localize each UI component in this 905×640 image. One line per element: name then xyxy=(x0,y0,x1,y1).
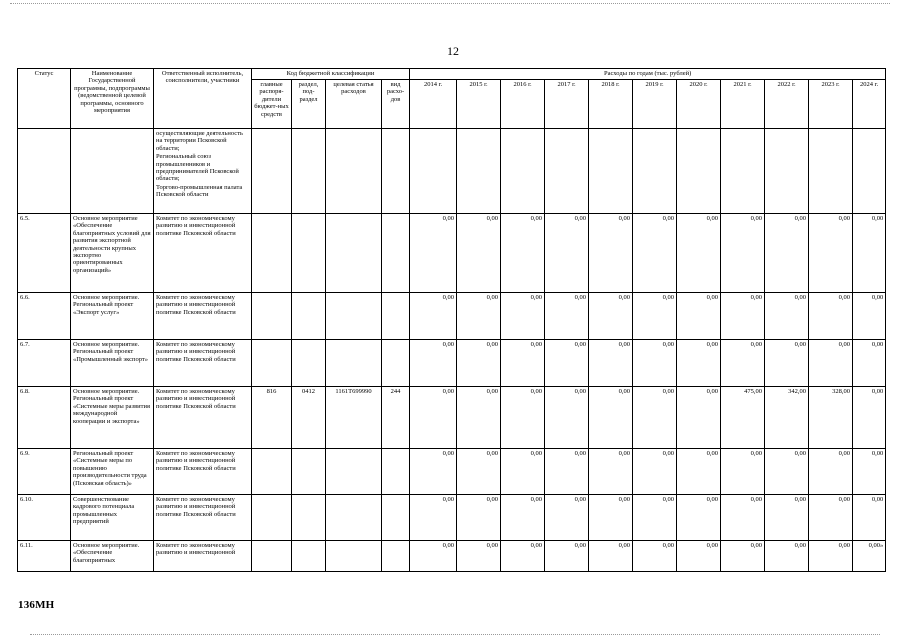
value-cell: 0,00 xyxy=(633,387,677,449)
grbs-cell xyxy=(252,293,292,340)
value-cell: 0,00 xyxy=(545,449,589,495)
value-cell: 0,00 xyxy=(677,340,721,387)
value-cell: 0,00 xyxy=(853,387,886,449)
executor-cell: Комитет по экономическому развитию и инвестиционной политике Псковской области xyxy=(154,293,252,340)
expense-type-cell xyxy=(382,495,410,541)
value-cell xyxy=(589,129,633,214)
status-cell: 6.8. xyxy=(18,387,71,449)
header-year: 2016 г. xyxy=(501,80,545,129)
value-cell: 0,00 xyxy=(765,541,809,572)
target-cell xyxy=(326,541,382,572)
value-cell: 0,00 xyxy=(721,541,765,572)
value-cell: 0,00 xyxy=(765,340,809,387)
grbs-cell xyxy=(252,495,292,541)
value-cell: 0,00 xyxy=(501,214,545,293)
expense-type-cell xyxy=(382,340,410,387)
grbs-cell xyxy=(252,129,292,214)
scan-edge-bottom xyxy=(30,634,880,636)
executor-cell: Комитет по экономическому развитию и инвестиционной политике Псковской области xyxy=(154,495,252,541)
section-cell xyxy=(292,541,326,572)
value-cell: 0,00 xyxy=(809,495,853,541)
value-cell: 0,00 xyxy=(410,449,457,495)
expense-type-cell xyxy=(382,214,410,293)
table-row xyxy=(18,340,886,387)
table-row xyxy=(18,541,886,572)
name-cell: Региональный проект «Системные меры по повышению производительности труда (Псковская область)» xyxy=(71,449,154,495)
name-cell: Основное мероприятие. Региональный проект «Системные меры развития международной кооперации и экспорта» xyxy=(71,387,154,449)
value-cell: 0,00 xyxy=(589,387,633,449)
value-cell: 0,00 xyxy=(721,495,765,541)
value-cell: 0,00 xyxy=(457,214,501,293)
executor-cell: Комитет по экономическому развитию и инвестиционной политике Псковской области xyxy=(154,387,252,449)
value-cell: 0,00 xyxy=(501,340,545,387)
value-cell xyxy=(457,129,501,214)
status-cell: 6.11. xyxy=(18,541,71,572)
value-cell xyxy=(677,129,721,214)
executor-cell xyxy=(154,129,252,214)
continuation-row xyxy=(18,129,886,214)
table-row xyxy=(18,495,886,541)
value-cell: 0,00 xyxy=(809,541,853,572)
value-cell: 0,00 xyxy=(501,541,545,572)
value-cell: 0,00 xyxy=(545,214,589,293)
value-cell: 0,00 xyxy=(677,495,721,541)
name-cell: Основное мероприятие. «Обеспечение благоприятных xyxy=(71,541,154,572)
grbs-cell xyxy=(252,449,292,495)
value-cell: 0,00 xyxy=(721,293,765,340)
value-cell: 0,00 xyxy=(853,495,886,541)
executor-cell: Комитет по экономическому развитию и инвестиционной политике Псковской области xyxy=(154,214,252,293)
value-cell: 0,00» xyxy=(853,541,886,572)
status-cell: 6.7. xyxy=(18,340,71,387)
value-cell: 0,00 xyxy=(410,495,457,541)
executor-part: осуществляющие деятельность на территории Псковской области; xyxy=(156,130,244,152)
expense-type-cell xyxy=(382,129,410,214)
section-cell: 0412 xyxy=(292,387,326,449)
value-cell xyxy=(501,129,545,214)
name-cell: Основное мероприятие. Региональный проект «Экспорт услуг» xyxy=(71,293,154,340)
executor-cell: Комитет по экономическому развитию и инвестиционной xyxy=(154,541,252,572)
table-row xyxy=(18,293,886,340)
header-expense-type: вид расхо-дов xyxy=(382,80,410,129)
value-cell: 0,00 xyxy=(501,449,545,495)
value-cell: 0,00 xyxy=(410,387,457,449)
expense-type-cell xyxy=(382,541,410,572)
value-cell: 0,00 xyxy=(545,387,589,449)
header-budget-code: Код бюджетной классификации xyxy=(252,69,410,80)
value-cell: 0,00 xyxy=(633,449,677,495)
value-cell: 0,00 xyxy=(721,214,765,293)
name-cell xyxy=(71,129,154,214)
value-cell: 0,00 xyxy=(809,214,853,293)
value-cell: 328,00 xyxy=(809,387,853,449)
scan-edge-top xyxy=(10,3,890,5)
value-cell: 0,00 xyxy=(765,495,809,541)
section-cell xyxy=(292,495,326,541)
grbs-cell xyxy=(252,541,292,572)
expense-type-cell xyxy=(382,293,410,340)
value-cell: 0,00 xyxy=(809,340,853,387)
value-cell: 0,00 xyxy=(589,340,633,387)
value-cell xyxy=(633,129,677,214)
value-cell: 0,00 xyxy=(633,495,677,541)
status-cell: 6.10. xyxy=(18,495,71,541)
expense-type-cell: 244 xyxy=(382,387,410,449)
value-cell: 342,00 xyxy=(765,387,809,449)
expense-type-cell xyxy=(382,449,410,495)
value-cell: 0,00 xyxy=(633,340,677,387)
target-cell xyxy=(326,293,382,340)
value-cell: 0,00 xyxy=(501,293,545,340)
value-cell: 0,00 xyxy=(589,293,633,340)
header-year: 2019 г. xyxy=(633,80,677,129)
value-cell: 0,00 xyxy=(589,541,633,572)
value-cell: 0,00 xyxy=(853,449,886,495)
value-cell: 0,00 xyxy=(721,340,765,387)
header-year: 2022 г. xyxy=(765,80,809,129)
value-cell: 0,00 xyxy=(853,340,886,387)
grbs-cell: 816 xyxy=(252,387,292,449)
header-year: 2024 г. xyxy=(853,80,886,129)
value-cell: 0,00 xyxy=(545,541,589,572)
grbs-cell xyxy=(252,214,292,293)
header-executor: Ответственный исполнитель, соисполнители, участники xyxy=(154,69,252,129)
header-year: 2021 г. xyxy=(721,80,765,129)
header-target: целевая статья расходов xyxy=(326,80,382,129)
header-year: 2020 г. xyxy=(677,80,721,129)
value-cell: 0,00 xyxy=(677,541,721,572)
table-row xyxy=(18,449,886,495)
page-number: 12 xyxy=(447,44,459,58)
header-year: 2023 г. xyxy=(809,80,853,129)
target-cell: 1161Т699990 xyxy=(326,387,382,449)
value-cell: 0,00 xyxy=(410,293,457,340)
header-section: раздел, под-раздел xyxy=(292,80,326,129)
value-cell: 0,00 xyxy=(457,293,501,340)
executor-cell: Комитет по экономическому развитию и инвестиционной политике Псковской области xyxy=(154,340,252,387)
section-cell xyxy=(292,293,326,340)
value-cell: 0,00 xyxy=(457,387,501,449)
header-year: 2015 г. xyxy=(457,80,501,129)
value-cell xyxy=(410,129,457,214)
target-cell xyxy=(326,340,382,387)
executor-part: Региональный союз промышленников и предпринимателей Псковской области; xyxy=(156,153,239,183)
grbs-cell xyxy=(252,340,292,387)
value-cell: 0,00 xyxy=(677,387,721,449)
name-cell: Основное мероприятие. Региональный проект «Промышленный экспорт» xyxy=(71,340,154,387)
value-cell: 0,00 xyxy=(721,449,765,495)
value-cell xyxy=(765,129,809,214)
section-cell xyxy=(292,340,326,387)
value-cell: 0,00 xyxy=(633,214,677,293)
target-cell xyxy=(326,449,382,495)
value-cell: 0,00 xyxy=(410,340,457,387)
value-cell: 0,00 xyxy=(809,449,853,495)
status-cell xyxy=(18,129,71,214)
value-cell xyxy=(809,129,853,214)
value-cell xyxy=(853,129,886,214)
value-cell: 0,00 xyxy=(633,541,677,572)
value-cell: 0,00 xyxy=(410,541,457,572)
name-cell: Совершенствование кадрового потенциала промышленных предприятий xyxy=(71,495,154,541)
value-cell: 0,00 xyxy=(457,541,501,572)
value-cell: 0,00 xyxy=(501,495,545,541)
value-cell xyxy=(545,129,589,214)
table-row xyxy=(18,387,886,449)
value-cell: 0,00 xyxy=(853,293,886,340)
value-cell: 0,00 xyxy=(545,495,589,541)
budget-table xyxy=(17,68,886,572)
target-cell xyxy=(326,214,382,293)
header-year: 2017 г. xyxy=(545,80,589,129)
status-cell: 6.9. xyxy=(18,449,71,495)
value-cell: 475,00 xyxy=(721,387,765,449)
value-cell: 0,00 xyxy=(589,449,633,495)
value-cell xyxy=(721,129,765,214)
value-cell: 0,00 xyxy=(501,387,545,449)
table-row xyxy=(18,214,886,293)
header-name: Наименование Государственной программы, подпрограммы (ведомственной целевой программы, основного мероприятия xyxy=(71,69,154,129)
value-cell: 0,00 xyxy=(853,214,886,293)
value-cell: 0,00 xyxy=(677,214,721,293)
value-cell: 0,00 xyxy=(633,293,677,340)
section-cell xyxy=(292,214,326,293)
value-cell: 0,00 xyxy=(589,214,633,293)
status-cell: 6.6. xyxy=(18,293,71,340)
section-cell xyxy=(292,129,326,214)
target-cell xyxy=(326,129,382,214)
value-cell: 0,00 xyxy=(765,214,809,293)
name-cell: Основное мероприятие «Обеспечение благоприятных условий для развития экспортной деятельности крупных экспортно ориентированных организаций» xyxy=(71,214,154,293)
value-cell: 0,00 xyxy=(589,495,633,541)
status-cell: 6.5. xyxy=(18,214,71,293)
footer-code: 136МН xyxy=(18,599,55,611)
value-cell: 0,00 xyxy=(457,340,501,387)
value-cell: 0,00 xyxy=(457,449,501,495)
executor-cell: Комитет по экономическому развитию и инвестиционной политике Псковской области xyxy=(154,449,252,495)
value-cell: 0,00 xyxy=(809,293,853,340)
value-cell: 0,00 xyxy=(765,293,809,340)
value-cell: 0,00 xyxy=(677,293,721,340)
value-cell: 0,00 xyxy=(410,214,457,293)
header-status: Статус xyxy=(18,69,71,129)
value-cell: 0,00 xyxy=(677,449,721,495)
target-cell xyxy=(326,495,382,541)
value-cell: 0,00 xyxy=(765,449,809,495)
value-cell: 0,00 xyxy=(545,340,589,387)
header-grbs: главные распоря-дители бюджет-ных средств xyxy=(252,80,292,129)
value-cell: 0,00 xyxy=(545,293,589,340)
header-year: 2018 г. xyxy=(589,80,633,129)
value-cell: 0,00 xyxy=(457,495,501,541)
header-year: 2014 г. xyxy=(410,80,457,129)
section-cell xyxy=(292,449,326,495)
executor-part: Торгово-промышленная палата Псковской области xyxy=(156,183,243,199)
header-expenses: Расходы по годам (тыс. рублей) xyxy=(410,69,886,80)
